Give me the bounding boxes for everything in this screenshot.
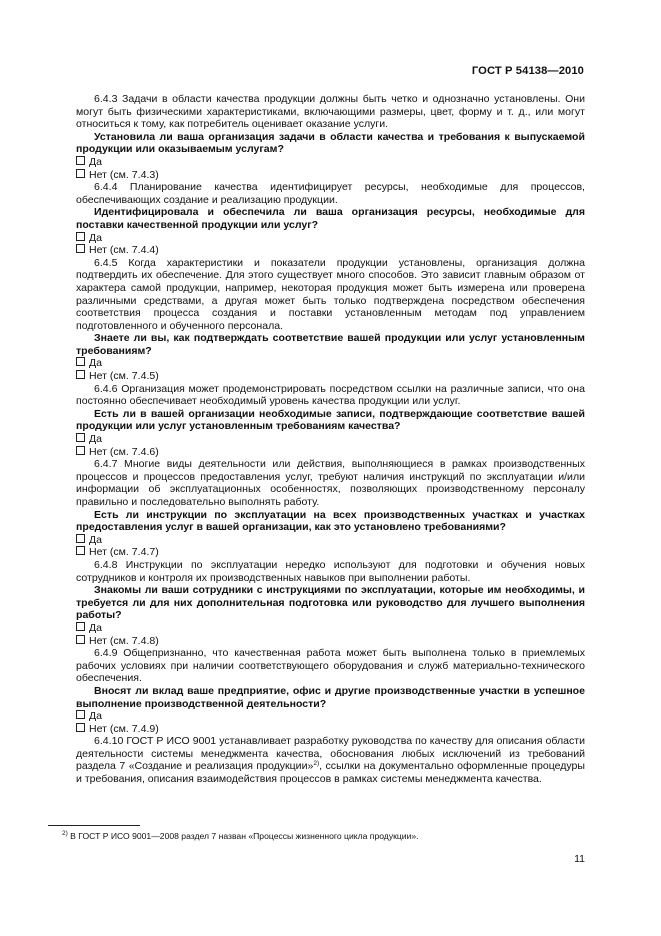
option-label: Нет (см. 7.4.6) <box>89 445 159 458</box>
answer-option <box>76 546 585 559</box>
text: 6.4.4 Планирование качества идентифицирует ресурсы, необходимые для процессов, обеспечивающих создание и реализацию продукции. <box>76 181 585 206</box>
answer-option <box>76 622 585 635</box>
footnote-mark: 2) <box>62 830 68 837</box>
checkbox-icon <box>76 244 85 253</box>
checkbox-icon <box>76 635 85 644</box>
question <box>76 332 585 357</box>
footnote <box>62 831 582 842</box>
checkbox-icon <box>76 723 85 732</box>
text: 6.4.7 Многие виды деятельности или действия, выполняющиеся в рамках производственных процессов и процессов предоставления услуг, требуют наличия инструкций по эксплуатации и/или информации об эксплуатационных особенностях, позволяющих производственному персоналу правильно и последовательно выполнять работу. <box>76 458 585 508</box>
text: Есть ли в вашей организации необходимые записи, подтверждающие соответствие вашей продукции или услуг установленным требованиям качества? <box>76 407 585 433</box>
checkbox-icon <box>76 433 85 442</box>
paragraph <box>76 647 585 685</box>
text: 6.4.3 Задачи в области качества продукции должны быть четко и однозначно установлены. Они могут быть физическими характеристиками, включающими размеры, цвет, форму и т. д., или могут относиться к тому, как потребитель оценивает оказание услуги. <box>76 93 585 131</box>
answer-option <box>76 635 585 648</box>
text: Знаете ли вы, как подтверждать соответствие вашей продукции или услуг установленным требованиям? <box>76 332 585 357</box>
paragraph <box>76 383 585 408</box>
text-tail: , ссылки на документально оформленные процедуры и требования, описания взаимодействия процессов в рамках системы менеджмента качества. <box>76 760 585 786</box>
option-label: Нет (см. 7.4.8) <box>89 634 159 647</box>
text: 6.4.9 Общепризнанно, что качественная работа может быть выполнена только в приемлемых рабочих условиях при наличии соответствующего оборудования и служб материально-технического обеспечения. <box>76 647 585 685</box>
paragraph <box>76 257 585 333</box>
option-label: Нет (см. 7.4.9) <box>89 722 159 735</box>
footnote-text: В ГОСТ Р ИСО 9001—2008 раздел 7 назван «Процессы жизненного цикла продукции». <box>70 831 419 841</box>
answer-option <box>76 370 585 383</box>
option-label: Да <box>89 533 103 546</box>
text: Есть ли инструкции по эксплуатации на всех производственных участках и участках предоставления услуг в вашей организации, как это установлено требованиями? <box>76 508 585 534</box>
checkbox-icon <box>76 710 85 719</box>
question <box>76 408 585 433</box>
footnote-separator <box>48 825 140 826</box>
checkbox-icon <box>76 546 85 555</box>
document-body <box>76 93 585 786</box>
question <box>76 685 585 710</box>
answer-option <box>76 710 585 723</box>
text: Вносят ли вклад ваше предприятие, офис и другие производственные участки в успешное выполнение производственной деятельности? <box>76 684 585 710</box>
option-label: Нет (см. 7.4.7) <box>89 546 159 559</box>
question <box>76 131 585 156</box>
checkbox-icon <box>76 232 85 241</box>
option-label: Да <box>89 357 103 370</box>
text: 6.4.8 Инструкции по эксплуатации нередко используют для подготовки и обучения новых сотрудников и контроля их производственных навыков при выполнении работы. <box>76 558 585 584</box>
paragraph <box>76 181 585 206</box>
option-label: Нет (см. 7.4.3) <box>89 168 159 181</box>
answer-option <box>76 169 585 182</box>
option-label: Нет (см. 7.4.4) <box>89 244 159 257</box>
answer-option <box>76 723 585 736</box>
option-label: Да <box>89 710 103 723</box>
text: Знакомы ли ваши сотрудники с инструкциями по эксплуатации, которые им необходимы, и требуется ли для них дополнительная подготовка или руководство для лучшего выполнения работы? <box>76 584 585 622</box>
document-code: ГОСТ Р 54138—2010 <box>471 65 584 77</box>
answer-option <box>76 357 585 370</box>
footnote-ref: 2) <box>313 760 320 768</box>
option-label: Да <box>89 433 103 446</box>
text: 6.4.10 ГОСТ Р ИСО 9001 устанавливает разработку руководства по качеству для описания области деятельности системы менеджмента качества, обоснования любых исключений из требований раздела 7 «Создание и реализация продукции» <box>76 735 585 773</box>
answer-option <box>76 244 585 257</box>
checkbox-icon <box>76 370 85 379</box>
answer-option <box>76 446 585 459</box>
text: Установила ли ваша организация задачи в области качества и требования к выпускаемой продукции или оказываемым услугам? <box>76 130 585 156</box>
checkbox-icon <box>76 534 85 543</box>
answer-option <box>76 534 585 547</box>
question <box>76 584 585 622</box>
option-label: Да <box>89 155 103 168</box>
answer-option <box>76 232 585 245</box>
checkbox-icon <box>76 446 85 455</box>
text: Идентифицировала и обеспечила ли ваша организация ресурсы, необходимые для поставки качественной продукции или услуг? <box>76 206 585 231</box>
option-label: Нет (см. 7.4.5) <box>89 370 159 383</box>
question <box>76 509 585 534</box>
option-label: Да <box>89 621 103 634</box>
checkbox-icon <box>76 357 85 366</box>
checkbox-icon <box>76 622 85 631</box>
page-number: 11 <box>574 853 585 865</box>
paragraph <box>76 559 585 584</box>
answer-option <box>76 433 585 446</box>
text: 6.4.5 Когда характеристики и показатели продукции установлены, организация должна подтвердить их обеспечение. Для этого существует много способов. Это зависит главным образом от характера самой продукции, например, некоторая продукция может быть измерена или проверена различными средствами, а другая может быть только подтверждена посредством обеспечения соответствия процесса создания и поставки установленным методам под управлением подготовленного и обученного персонала. <box>76 256 585 332</box>
paragraph <box>76 735 585 785</box>
text: 6.4.6 Организация может продемонстрировать посредством ссылки на различные записи, что она постоянно обеспечивает необходимый уровень качества продукции или услуг. <box>76 382 585 408</box>
option-label: Да <box>89 231 103 244</box>
question <box>76 206 585 231</box>
paragraph <box>76 93 585 131</box>
answer-option <box>76 156 585 169</box>
checkbox-icon <box>76 169 85 178</box>
checkbox-icon <box>76 156 85 165</box>
paragraph <box>76 458 585 508</box>
